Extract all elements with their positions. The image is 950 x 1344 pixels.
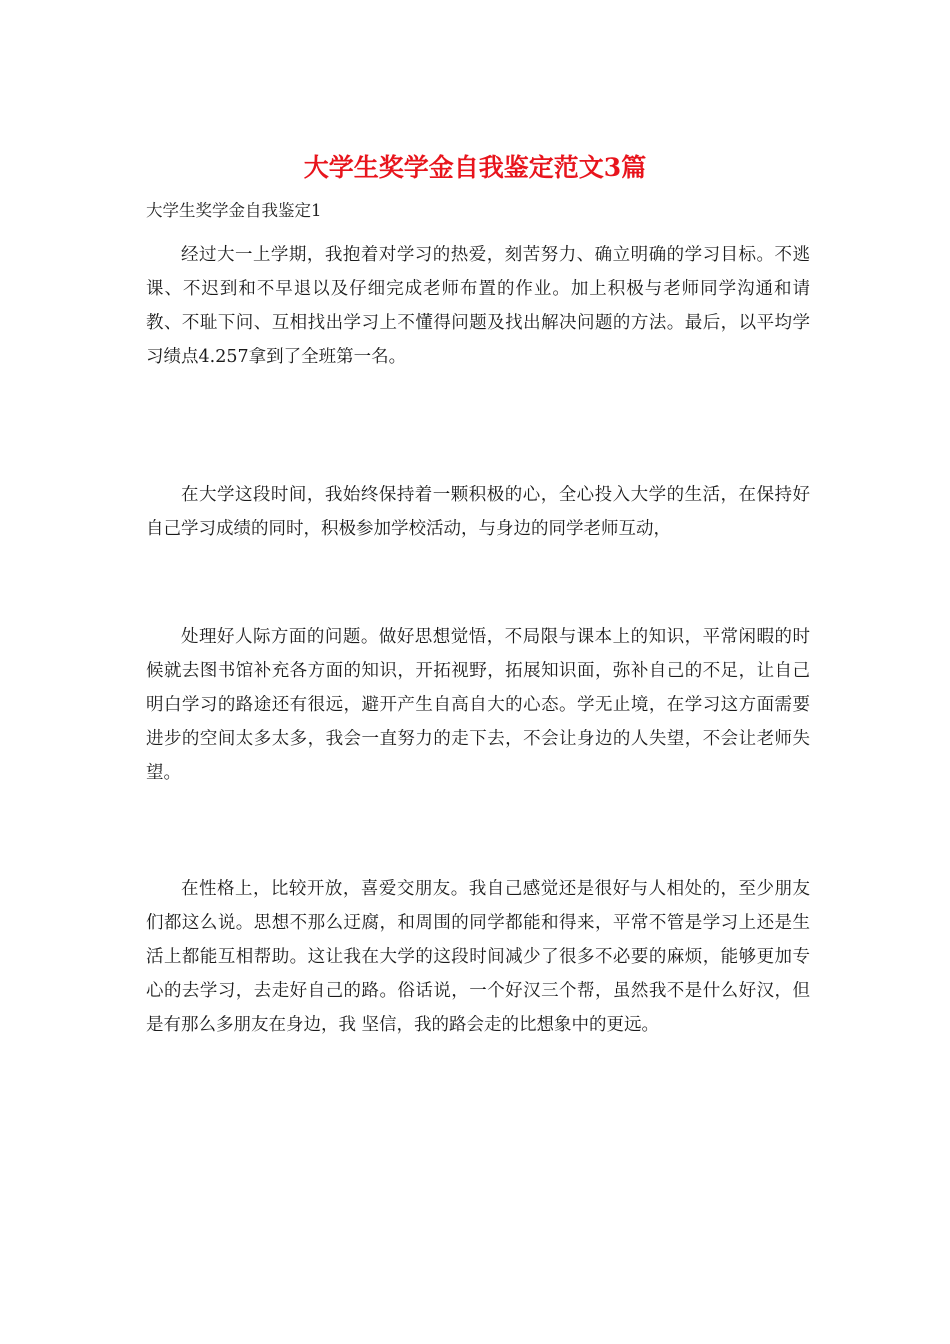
section-heading: 大学生奖学金自我鉴定1 — [146, 201, 322, 220]
paragraph-1: 经过大一上学期，我抱着对学习的热爱，刻苦努力、确立明确的学习目标。不逃课、不迟到和不早退以及仔细完成老师布置的作业。加上积极与老师同学沟通和请教、不耻下问、互相找出学习上不懂得问题及找出解决问题的方法。最后，以平均学习绩点4.257拿到了全班第一名。 — [146, 245, 810, 367]
paragraph-3: 处理好人际方面的问题。做好思想觉悟，不局限与课本上的知识，平常闲暇的时候就去图书馆补充各方面的知识，开拓视野，拓展知识面，弥补自己的不足，让自己明白学习的路途还有很远，避开产生自高自大的心态。学无止境，在学习这方面需要进步的空间太多太多，我会一直努力的走下去，不会让身边的人失望，不会让老师失望。 — [146, 627, 810, 783]
paragraph-4: 在性格上，比较开放，喜爱交朋友。我自己感觉还是很好与人相处的，至少朋友们都这么说。思想不那么迂腐，和周围的同学都能和得来，平常不管是学习上还是生活上都能互相帮助。这让我在大学的这段时间减少了很多不必要的麻烦，能够更加专心的去学习，去走好自己的路。俗话说，一个好汉三个帮，虽然我不是什么好汉，但是有那么多朋友在身边，我 坚信，我的路会走的比想象中的更远。 — [146, 879, 810, 1035]
document-title: 大学生奖学金自我鉴定范文3篇 — [303, 153, 647, 182]
paragraph-2: 在大学这段时间，我始终保持着一颗积极的心，全心投入大学的生活，在保持好自己学习成绩的同时，积极参加学校活动，与身边的同学老师互动， — [146, 485, 810, 539]
